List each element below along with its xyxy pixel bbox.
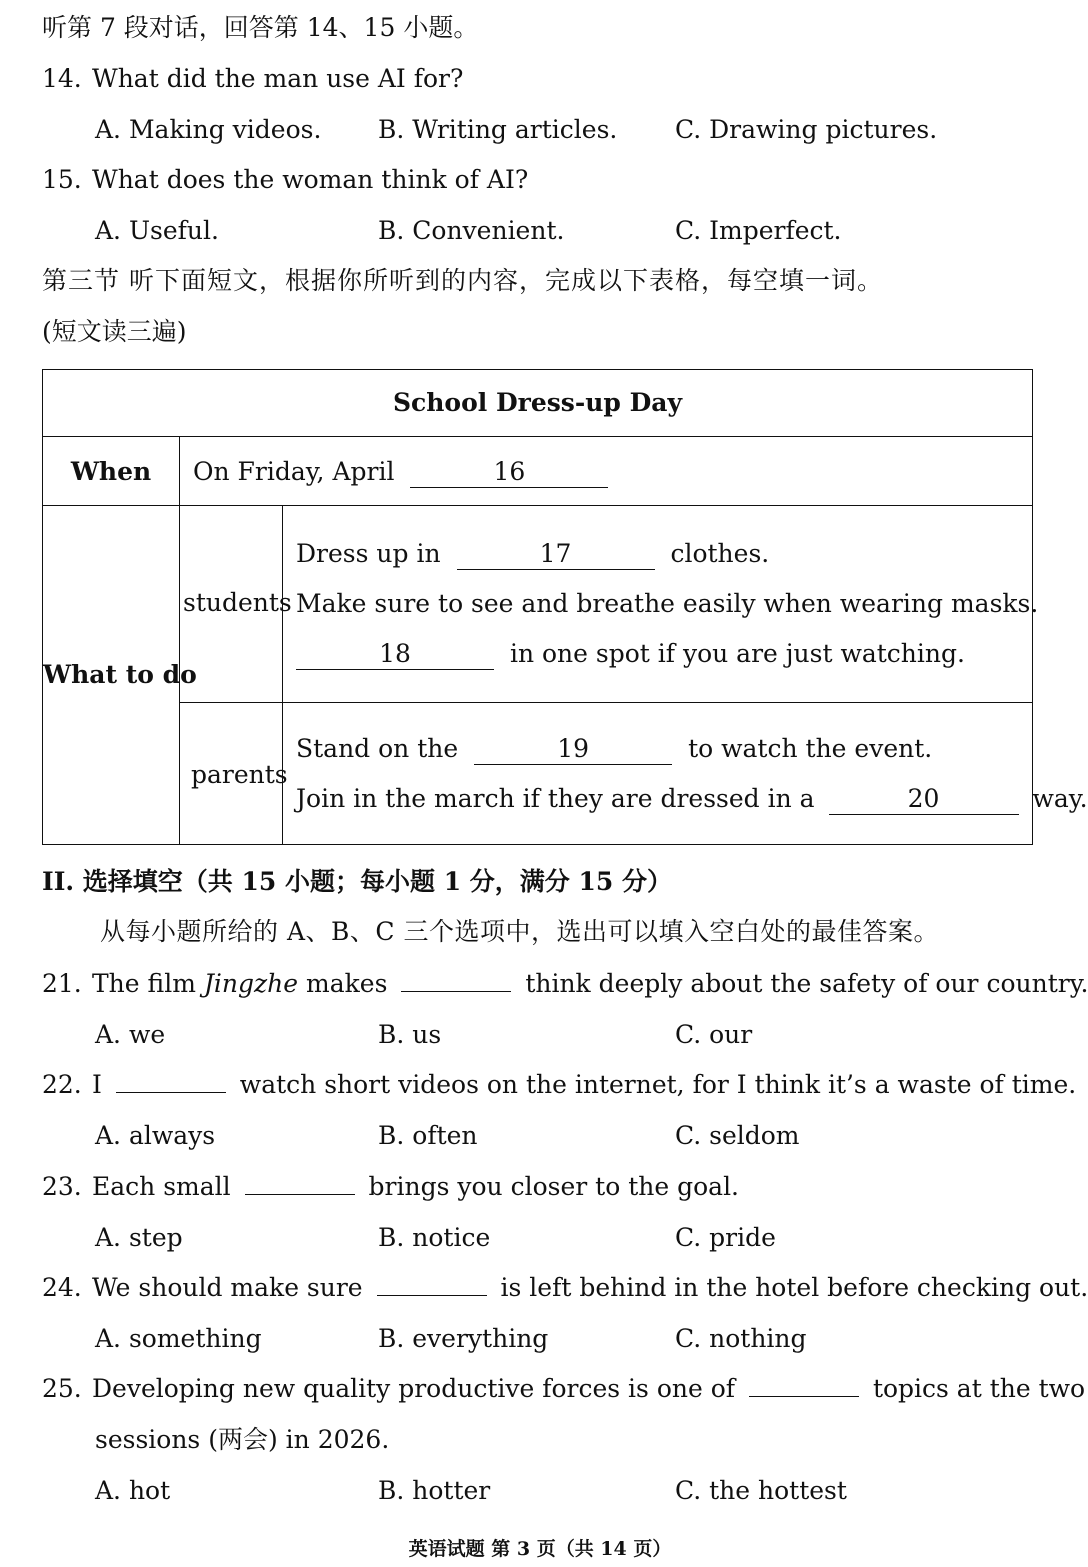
- option-a[interactable]: A. Making videos.: [95, 115, 322, 144]
- option-c[interactable]: C. pride: [675, 1223, 776, 1252]
- parents-label: parents: [191, 760, 288, 789]
- option-b[interactable]: B. notice: [378, 1223, 491, 1252]
- section2-instruction: 从每小题所给的 A、B、C 三个选项中，选出可以填入空白处的最佳答案。: [100, 917, 939, 946]
- question-21: [42, 967, 1088, 1001]
- students-line-3: [296, 637, 965, 671]
- table-title: School Dress-up Day: [392, 388, 683, 417]
- answer-blank-17[interactable]: 17: [457, 539, 655, 570]
- section2-heading: II. 选择填空（共 15 小题；每小题 1 分，满分 15 分）: [42, 867, 672, 896]
- question-text: is left behind in the hotel before checking out.: [500, 1273, 1088, 1302]
- answer-blank[interactable]: [116, 1092, 226, 1093]
- option-c[interactable]: C. nothing: [675, 1324, 807, 1353]
- question-number: 23.: [42, 1172, 82, 1201]
- option-a[interactable]: A. always: [95, 1121, 216, 1150]
- page-footer: 英语试题 第 3 页（共 14 页）: [408, 1538, 672, 1560]
- question-text: What does the woman think of AI?: [92, 165, 529, 194]
- option-b[interactable]: B. Writing articles.: [378, 115, 618, 144]
- section-intro: 听第 7 段对话，回答第 14、15 小题。: [42, 13, 479, 42]
- question-25-line-2: sessions (两会) in 2026.: [95, 1425, 390, 1454]
- answer-blank-18[interactable]: 18: [296, 639, 494, 670]
- question-text: makes: [306, 969, 388, 998]
- question-number: 25.: [42, 1374, 82, 1403]
- answer-blank-19[interactable]: 19: [474, 734, 672, 765]
- option-a[interactable]: A. Useful.: [95, 216, 219, 245]
- option-a[interactable]: A. we: [95, 1020, 166, 1049]
- option-c[interactable]: C. Drawing pictures.: [675, 115, 938, 144]
- when-row: [193, 455, 608, 489]
- question-text: think deeply about the safety of our country.: [525, 969, 1088, 998]
- option-c[interactable]: C. our: [675, 1020, 753, 1049]
- option-c[interactable]: C. seldom: [675, 1121, 800, 1150]
- table-divider: [180, 702, 1032, 703]
- answer-blank[interactable]: [245, 1194, 355, 1195]
- students-line-2: Make sure to see and breathe easily when wearing masks.: [296, 589, 1039, 618]
- line-text: in one spot if you are just watching.: [509, 639, 965, 668]
- film-title: Jingzhe: [203, 969, 299, 998]
- table-divider: [179, 436, 180, 844]
- answer-blank-20[interactable]: 20: [829, 784, 1019, 815]
- question-text: What did the man use AI for?: [92, 64, 464, 93]
- question-text: watch short videos on the internet, for I think it’s a waste of time.: [239, 1070, 1077, 1099]
- line-text: to watch the event.: [688, 734, 933, 763]
- question-number: 15.: [42, 165, 82, 194]
- answer-blank-16[interactable]: 16: [410, 457, 608, 488]
- when-text: On Friday, April: [193, 457, 395, 486]
- question-text: Developing new quality productive forces is one of: [92, 1374, 736, 1403]
- option-a[interactable]: A. step: [95, 1223, 183, 1252]
- table-divider: [43, 505, 1032, 506]
- question-text: Each small: [92, 1172, 231, 1201]
- line-text: Join in the march if they are dressed in a: [296, 784, 815, 813]
- option-b[interactable]: B. Convenient.: [378, 216, 565, 245]
- answer-blank[interactable]: [749, 1396, 859, 1397]
- table-divider: [43, 436, 1032, 437]
- option-c[interactable]: C. the hottest: [675, 1476, 847, 1505]
- table-divider: [282, 505, 283, 844]
- question-25: [42, 1372, 1085, 1406]
- parents-line-2: [296, 782, 1088, 816]
- dress-up-table: [42, 369, 1088, 845]
- line-text: Stand on the: [296, 734, 459, 763]
- option-c[interactable]: C. Imperfect.: [675, 216, 842, 245]
- section3-heading: 第三节 听下面短文，根据你所听到的内容，完成以下表格，每空填一词。: [42, 266, 883, 295]
- what-to-do-label: What to do: [43, 660, 197, 689]
- option-a[interactable]: A. hot: [95, 1476, 171, 1505]
- students-label: students: [183, 588, 292, 617]
- option-b[interactable]: B. everything: [378, 1324, 549, 1353]
- option-b[interactable]: B. often: [378, 1121, 478, 1150]
- answer-blank[interactable]: [401, 991, 511, 992]
- question-number: 24.: [42, 1273, 82, 1302]
- question-number: 21.: [42, 969, 82, 998]
- question-text: We should make sure: [92, 1273, 363, 1302]
- question-number: 22.: [42, 1070, 82, 1099]
- question-text: topics at the two: [872, 1374, 1086, 1403]
- question-number: 14.: [42, 64, 82, 93]
- option-b[interactable]: B. hotter: [378, 1476, 491, 1505]
- answer-blank[interactable]: [377, 1295, 487, 1296]
- line-text: clothes.: [670, 539, 770, 568]
- when-label: When: [70, 457, 152, 486]
- option-b[interactable]: B. us: [378, 1020, 442, 1049]
- section3-note: (短文读三遍): [42, 317, 187, 346]
- students-line-1: [296, 537, 769, 571]
- line-text: way.: [1032, 784, 1088, 813]
- question-text: brings you closer to the goal.: [368, 1172, 740, 1201]
- question-text: The film: [92, 969, 196, 998]
- question-24: [42, 1271, 1088, 1305]
- question-14: [42, 62, 463, 96]
- question-15: [42, 163, 528, 197]
- question-text: I: [92, 1070, 102, 1099]
- question-22: [42, 1068, 1076, 1102]
- question-23: [42, 1170, 739, 1204]
- option-a[interactable]: A. something: [95, 1324, 262, 1353]
- line-text: Dress up in: [296, 539, 441, 568]
- parents-line-1: [296, 732, 932, 766]
